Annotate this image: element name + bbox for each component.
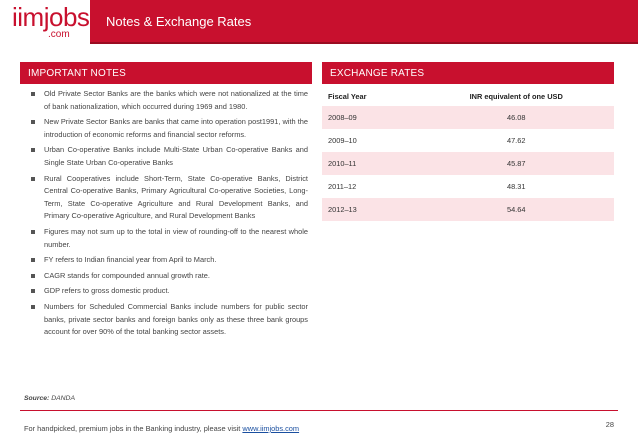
fiscal-year-cell: 2012–13 <box>322 198 412 221</box>
table-row <box>322 198 614 221</box>
note-item: FY refers to Indian financial year from April to March. <box>28 254 308 267</box>
column-header-fiscal-year: Fiscal Year <box>328 91 367 101</box>
note-item: Figures may not sum up to the total in view of rounding-off to the nearest whole number. <box>28 226 308 251</box>
note-item: New Private Sector Banks are banks that came into operation post1991, with the introduction of economic reforms and financial sector reforms. <box>28 116 308 141</box>
source-label: Source: <box>24 395 50 402</box>
column-header-inr-per-usd: INR equivalent of one USD <box>469 91 563 101</box>
table-row <box>322 175 614 198</box>
rate-cell: 45.87 <box>412 152 614 175</box>
source-note <box>24 395 75 402</box>
page-number: 28 <box>605 420 614 429</box>
fiscal-year-cell: 2009–10 <box>322 129 412 152</box>
table-row <box>322 129 614 152</box>
note-item: CAGR stands for compounded annual growth rate. <box>28 270 308 283</box>
page-title: Notes & Exchange Rates <box>106 14 252 29</box>
fiscal-year-cell: 2010–11 <box>322 152 412 175</box>
title-bar <box>90 0 638 44</box>
footer <box>24 424 299 433</box>
source-text: DANDA <box>51 395 75 402</box>
table-header-row <box>322 86 614 106</box>
notes-list <box>28 88 308 342</box>
fiscal-year-cell: 2011–12 <box>322 175 412 198</box>
note-item: Numbers for Scheduled Commercial Banks include numbers for public sector banks, private sector banks and foreign banks only as these three bank groups account for over 90% of the total banking sector assets. <box>28 301 308 339</box>
logo-wordmark: iimjobs <box>12 2 90 32</box>
logo-domain: .com <box>48 29 70 40</box>
footer-link[interactable]: www.iimjobs.com <box>242 424 300 433</box>
rate-cell: 54.64 <box>412 198 614 221</box>
note-item: Urban Co-operative Banks include Multi-State Urban Co-operative Banks and Single State Urban Co-operative Banks <box>28 144 308 169</box>
footer-text: For handpicked, premium jobs in the Banking industry, please visit <box>24 424 243 433</box>
notes-heading: IMPORTANT NOTES <box>20 62 312 84</box>
table-row <box>322 106 614 129</box>
note-item: Rural Cooperatives include Short-Term, State Co-operative Banks, District Central Co-operative Banks, Primary Agricultural Co-operative Societies, Long-Term, State Co-operative Agriculture and Rural Development Banks, and Primary Co-operative Agriculture, and Rural Development Banks <box>28 173 308 223</box>
iimjobs-logo[interactable] <box>0 0 90 44</box>
fiscal-year-cell: 2008–09 <box>322 106 412 129</box>
rate-cell: 47.62 <box>412 129 614 152</box>
exchange-rates-table <box>322 86 614 221</box>
note-item: Old Private Sector Banks are the banks which were not nationalized at the time of bank nationalization, which occurred during 1969 and 1980. <box>28 88 308 113</box>
exchange-rates-heading: EXCHANGE RATES <box>322 62 614 84</box>
footer-divider <box>20 410 618 411</box>
slide-header <box>0 0 638 44</box>
note-item: GDP refers to gross domestic product. <box>28 285 308 298</box>
rate-cell: 46.08 <box>412 106 614 129</box>
table-row <box>322 152 614 175</box>
rate-cell: 48.31 <box>412 175 614 198</box>
